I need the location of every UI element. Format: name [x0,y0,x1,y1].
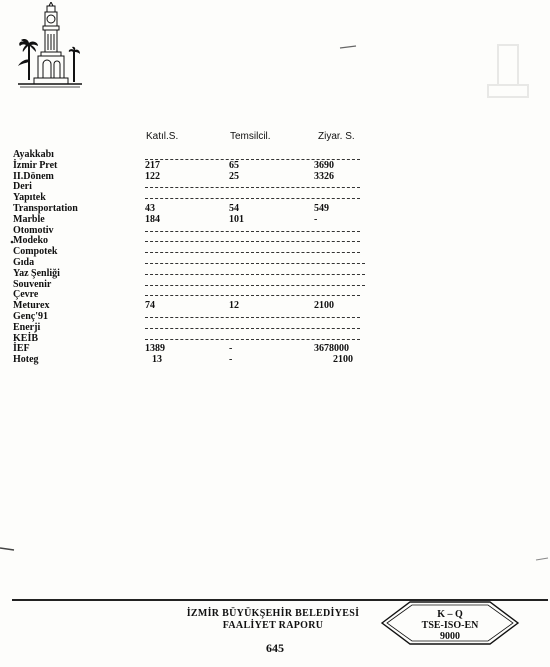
cell-c1: 74 [145,300,155,312]
cell-c3: - [314,213,318,225]
table-row [0,182,550,193]
row-label: Marble [13,213,45,225]
row-label: Meturex [13,300,50,312]
cell-c1: 1389 [145,343,165,355]
cell-c3: 2100 [314,300,334,312]
dash-leader [145,317,360,318]
cell-c1: 122 [145,170,160,182]
dash-leader [145,187,360,188]
cell-c3: 3678000 [314,343,349,355]
cell-c2: 54 [229,202,239,214]
table-row [0,172,550,183]
badge-standard: TSE-ISO-EN [421,620,479,631]
table-row [0,344,550,355]
row-label: Yapıtek [13,192,46,204]
dash-leader [145,231,360,232]
row-label: Souvenir [13,278,52,290]
fair-table [0,150,550,366]
table-row [0,355,550,366]
cell-c1: 217 [145,159,160,171]
row-label: Yaz Şenliği [13,267,60,279]
table-row [0,247,550,258]
table-row [0,323,550,334]
badge-number: 9000 [440,631,460,642]
row-label: Çevre [13,289,39,301]
dash-leader [145,241,360,242]
dash-leader [145,274,365,275]
table-row [0,204,550,215]
dash-leader [145,285,365,286]
table-row [0,236,550,247]
table-row [0,301,550,312]
row-label: Hoteg [13,354,39,366]
header-temsilci: Temsilcil. [230,131,271,142]
table-row [0,258,550,269]
dash-leader [145,339,360,340]
row-label: Gıda [13,256,35,268]
table-row [0,193,550,204]
cell-c2: 25 [229,170,239,182]
cell-c3: 3326 [314,170,334,182]
table-row [0,280,550,291]
footer-report-title: FAALİYET RAPORU [222,620,324,631]
table-row [0,150,550,161]
row-label: II.Dönem [13,170,54,182]
cell-c2: 12 [229,300,239,312]
header-katilimci: Katıl.S. [146,131,179,142]
table-row [0,226,550,237]
clock-tower-logo-icon [16,2,86,90]
dash-leader [145,263,365,264]
cell-c3: 549 [314,202,329,214]
table-row [0,290,550,301]
row-label: Transportation [13,202,78,214]
table-row [0,269,550,280]
row-label: Ayakkabı [13,149,54,160]
page-number: 645 [266,641,284,655]
cell-c1: 184 [145,213,160,225]
cell-c2: 101 [229,213,244,225]
table-row [0,215,550,226]
header-ziyaretci: Ziyar. S. [318,131,355,142]
row-label: Genç'91 [13,310,48,322]
badge-kq: K – Q [437,609,463,620]
row-label: Compotek [13,246,58,258]
row-label: Deri [13,181,32,193]
cell-c2: 65 [229,159,239,171]
row-label: İEF [13,343,30,355]
dash-leader [145,252,360,253]
faint-watermark-icon [478,40,538,100]
dash-leader [145,295,360,296]
table-row [0,312,550,323]
cell-c3: 3690 [314,159,334,171]
row-label: Modeko [13,235,48,247]
cell-c2: - [229,343,233,355]
row-label: İzmir Pret [13,159,58,171]
table-row [0,334,550,345]
cell-c1: 43 [145,202,155,214]
row-label: Otomotiv [13,224,54,236]
row-label: KEİB [13,332,39,344]
cell-c1: 13 [152,354,162,366]
cell-c2: - [229,354,233,366]
footer-municipality: İZMİR BÜYÜKŞEHİR BELEDİYESİ [186,608,360,619]
cell-c3: 2100 [333,354,353,366]
dash-leader [145,198,360,199]
row-label: Enerji [13,321,41,333]
table-row [0,161,550,172]
dash-leader [145,328,360,329]
